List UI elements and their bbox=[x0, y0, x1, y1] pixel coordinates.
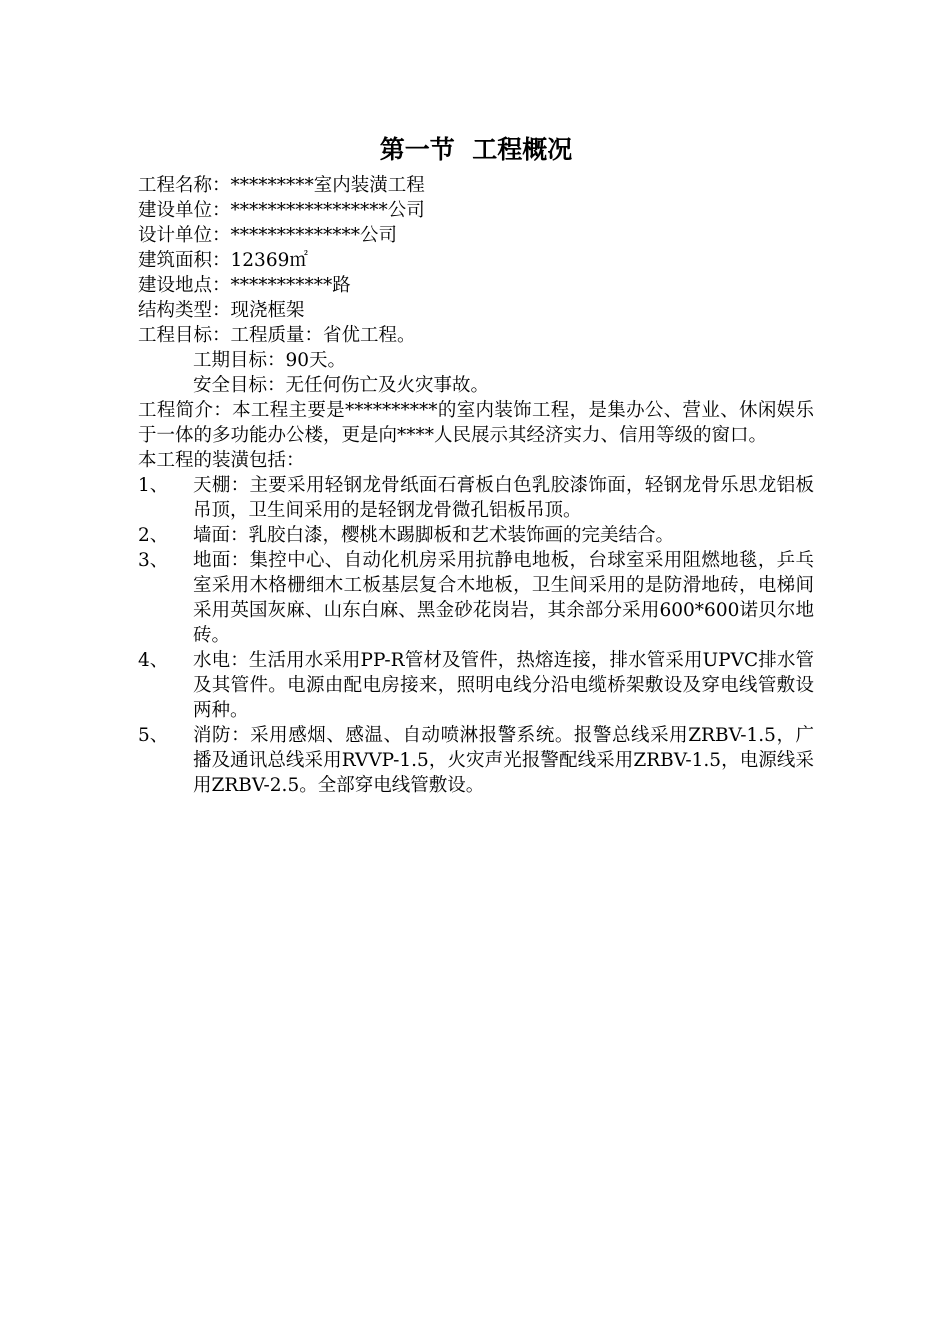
project-intro: 工程简介：本工程主要是**********的室内装饰工程，是集办公、营业、休闲娱乐于一体的多功能办公楼，更是向****人民展示其经济实力、信用等级的窗口。 bbox=[138, 400, 814, 446]
list-item-text: 水电：生活用水采用PP-R管材及管件，热熔连接，排水管采用UPVC排水管及其管件。电源由配电房接来，照明电线分沿电缆桥架敷设及穿电线管敷设两种。 bbox=[193, 650, 814, 721]
list-item-text: 地面：集控中心、自动化机房采用抗静电地板，台球室采用阻燃地毯，乒乓室采用木格栅细木工板基层复合木地板，卫生间采用的是防滑地砖，电梯间采用英国灰麻、山东白麻、黑金砂花岗岩，其余部分采用600*600诺贝尔地砖。 bbox=[193, 550, 814, 646]
field-value: **************公司 bbox=[230, 225, 398, 246]
list-item-text: 天棚：主要采用轻钢龙骨纸面石膏板白色乳胶漆饰面，轻钢龙骨乐思龙铝板吊顶，卫生间采用的是轻钢龙骨微孔铝板吊顶。 bbox=[193, 475, 814, 521]
field-value: *********室内装潢工程 bbox=[230, 175, 425, 196]
field-value: *****************公司 bbox=[230, 200, 425, 221]
list-item-text: 墙面：乳胶白漆，樱桃木踢脚板和艺术装饰画的完美结合。 bbox=[193, 525, 675, 546]
field-label: 结构类型： bbox=[138, 300, 231, 321]
sub-goal-safety: 安全目标：无任何伤亡及火灾事故。 bbox=[193, 375, 490, 396]
list-item-ceiling bbox=[138, 473, 814, 523]
field-value: ***********路 bbox=[230, 275, 351, 296]
field-structure-type bbox=[138, 298, 814, 323]
document-body bbox=[138, 173, 814, 798]
includes-heading: 本工程的装潢包括： bbox=[138, 450, 305, 471]
field-label: 建筑面积： bbox=[138, 250, 231, 271]
list-item-floor bbox=[138, 548, 814, 648]
field-design-unit bbox=[138, 223, 814, 248]
field-location bbox=[138, 273, 814, 298]
field-building-area bbox=[138, 248, 814, 273]
list-item-number: 5、 bbox=[138, 725, 169, 746]
field-label: 建设地点： bbox=[138, 275, 231, 296]
list-item-number: 3、 bbox=[138, 550, 169, 571]
list-item-plumbing-electric bbox=[138, 648, 814, 723]
field-label: 工程目标： bbox=[138, 325, 231, 346]
field-value: 现浇框架 bbox=[230, 300, 305, 321]
list-item-number: 4、 bbox=[138, 650, 169, 671]
field-label: 工程名称： bbox=[138, 175, 231, 196]
sub-goal-schedule: 工期目标：90天。 bbox=[193, 350, 347, 371]
field-label: 建设单位： bbox=[138, 200, 231, 221]
list-item-number: 2、 bbox=[138, 525, 169, 546]
field-value: 12369㎡ bbox=[230, 250, 308, 271]
section-title: 第一节 工程概况 bbox=[379, 135, 573, 164]
field-construction-unit bbox=[138, 198, 814, 223]
list-item-number: 1、 bbox=[138, 475, 169, 496]
field-label: 设计单位： bbox=[138, 225, 231, 246]
list-item-text: 消防：采用感烟、感温、自动喷淋报警系统。报警总线采用ZRBV-1.5，广播及通讯总线采用RVVP-1.5，火灾声光报警配线采用ZRBV-1.5，电源线采用ZRBV-2.5。全部穿电线管敷设。 bbox=[193, 725, 814, 796]
field-project-name bbox=[138, 173, 814, 198]
list-item-wall bbox=[138, 523, 814, 548]
list-item-fire-protection bbox=[138, 723, 814, 798]
field-project-goal bbox=[138, 323, 814, 348]
field-value: 工程质量：省优工程。 bbox=[230, 325, 416, 346]
